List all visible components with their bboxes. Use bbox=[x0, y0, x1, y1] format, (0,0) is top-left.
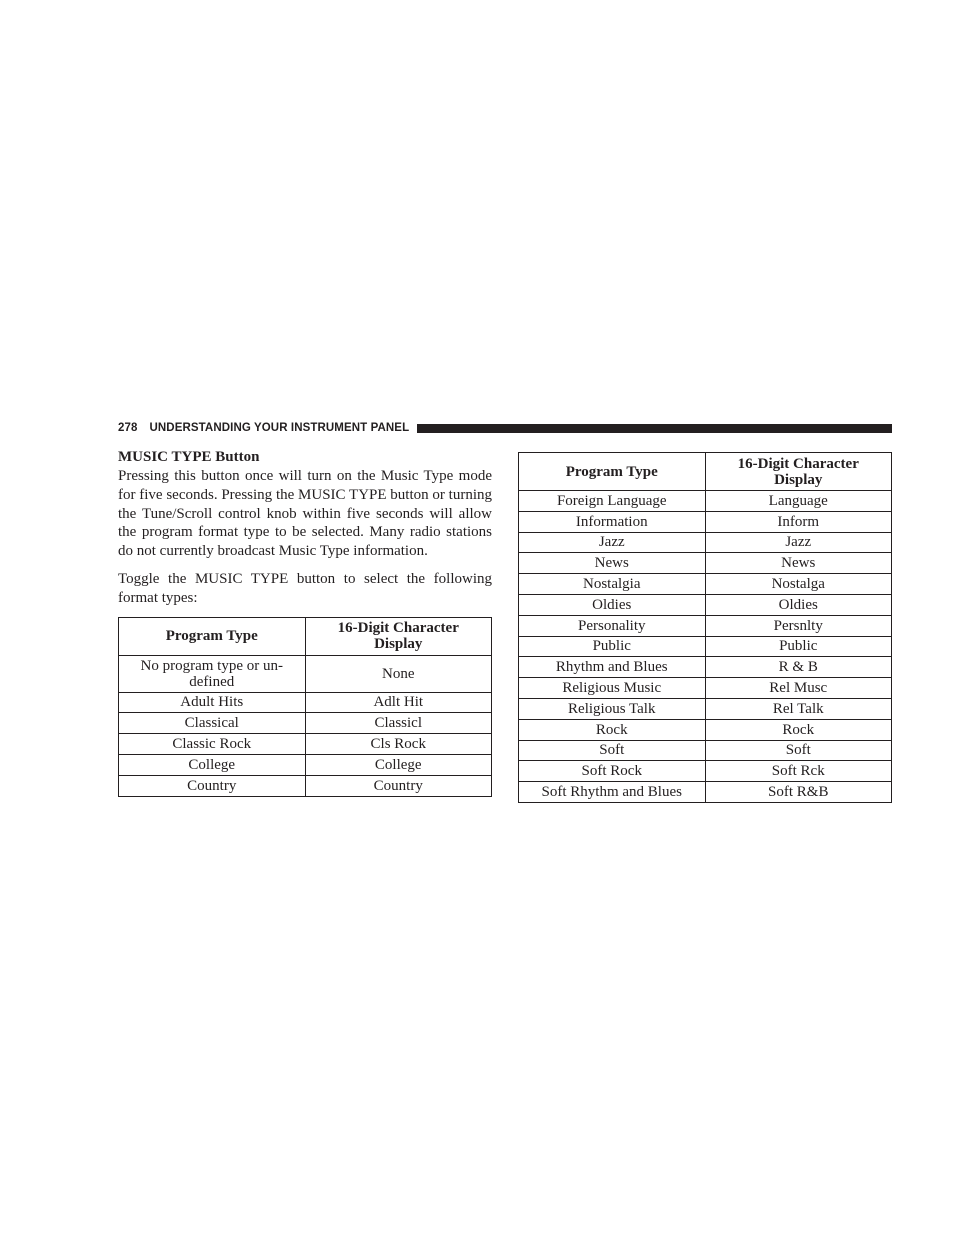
program-type-cell: Soft bbox=[519, 740, 706, 761]
display-cell: Persnlty bbox=[705, 615, 892, 636]
table-row bbox=[519, 594, 892, 615]
display-cell: Inform bbox=[705, 511, 892, 532]
program-type-cell: News bbox=[519, 553, 706, 574]
column-header-display: 16-Digit Character Display bbox=[305, 617, 492, 655]
display-cell: Classicl bbox=[305, 713, 492, 734]
display-cell: Rock bbox=[705, 719, 892, 740]
display-cell: Jazz bbox=[705, 532, 892, 553]
left-column bbox=[118, 448, 492, 797]
program-type-cell: Rock bbox=[519, 719, 706, 740]
program-type-cell: Nostalgia bbox=[519, 574, 706, 595]
display-cell: Cls Rock bbox=[305, 734, 492, 755]
section-heading: MUSIC TYPE Button bbox=[118, 449, 260, 465]
program-type-cell: Jazz bbox=[519, 532, 706, 553]
table-row bbox=[519, 740, 892, 761]
table-row bbox=[519, 511, 892, 532]
page-number: 278 bbox=[118, 422, 138, 434]
table-row bbox=[519, 698, 892, 719]
program-type-cell: No program type or un-defined bbox=[119, 655, 306, 692]
column-header-display: 16-Digit Character Display bbox=[705, 453, 892, 491]
program-type-cell: Rhythm and Blues bbox=[519, 657, 706, 678]
display-cell: Adlt Hit bbox=[305, 692, 492, 713]
table-row bbox=[519, 636, 892, 657]
header-rule bbox=[417, 424, 892, 433]
program-type-cell: Public bbox=[519, 636, 706, 657]
display-cell: Country bbox=[305, 775, 492, 796]
table-row bbox=[519, 615, 892, 636]
table-row bbox=[119, 734, 492, 755]
program-type-cell: Religious Music bbox=[519, 678, 706, 699]
table-row bbox=[119, 754, 492, 775]
program-type-cell: Soft Rhythm and Blues bbox=[519, 782, 706, 803]
description-paragraph: Pressing this button once will turn on the Music Type mode for five seconds. Pressing the MUSIC TYPE button or turning the Tune/Scroll control knob within five seconds will allow the program format type to be selected. Many radio stations do not currently broadcast Music Type information. bbox=[118, 468, 492, 560]
program-type-cell: Foreign Language bbox=[519, 491, 706, 512]
display-cell: Rel Talk bbox=[705, 698, 892, 719]
display-cell: College bbox=[305, 754, 492, 775]
program-type-cell: Information bbox=[519, 511, 706, 532]
program-type-cell: Oldies bbox=[519, 594, 706, 615]
table-row bbox=[519, 657, 892, 678]
column-header-program-type: Program Type bbox=[519, 453, 706, 491]
table-header-row bbox=[519, 453, 892, 491]
display-cell: Oldies bbox=[705, 594, 892, 615]
table-row bbox=[119, 775, 492, 796]
table-row bbox=[119, 692, 492, 713]
column-header-program-type: Program Type bbox=[119, 617, 306, 655]
program-type-cell: Soft Rock bbox=[519, 761, 706, 782]
table-row bbox=[519, 782, 892, 803]
table-row bbox=[519, 761, 892, 782]
table-row bbox=[519, 678, 892, 699]
display-cell: Language bbox=[705, 491, 892, 512]
display-cell: Rel Musc bbox=[705, 678, 892, 699]
right-column bbox=[518, 452, 892, 803]
display-cell: Public bbox=[705, 636, 892, 657]
table-row bbox=[519, 532, 892, 553]
display-cell: Nostalga bbox=[705, 574, 892, 595]
program-type-cell: Personality bbox=[519, 615, 706, 636]
toggle-instruction-paragraph: Toggle the MUSIC TYPE button to select the following format types: bbox=[118, 570, 492, 606]
table-row bbox=[519, 553, 892, 574]
table-row bbox=[519, 719, 892, 740]
program-type-cell: Adult Hits bbox=[119, 692, 306, 713]
display-cell: Soft Rck bbox=[705, 761, 892, 782]
display-cell: R & B bbox=[705, 657, 892, 678]
program-type-cell: College bbox=[119, 754, 306, 775]
table-header-row bbox=[119, 617, 492, 655]
page-header bbox=[118, 420, 892, 436]
display-cell: Soft R&B bbox=[705, 782, 892, 803]
program-type-cell: Classical bbox=[119, 713, 306, 734]
program-type-cell: Classic Rock bbox=[119, 734, 306, 755]
display-cell: Soft bbox=[705, 740, 892, 761]
display-cell: None bbox=[305, 655, 492, 692]
table-row bbox=[119, 655, 492, 692]
section-title: UNDERSTANDING YOUR INSTRUMENT PANEL bbox=[149, 422, 410, 434]
program-type-table-right bbox=[518, 452, 892, 803]
program-type-table-left bbox=[118, 617, 492, 797]
table-row bbox=[519, 574, 892, 595]
program-type-cell: Religious Talk bbox=[519, 698, 706, 719]
program-type-cell: Country bbox=[119, 775, 306, 796]
display-cell: News bbox=[705, 553, 892, 574]
table-row bbox=[119, 713, 492, 734]
table-row bbox=[519, 491, 892, 512]
